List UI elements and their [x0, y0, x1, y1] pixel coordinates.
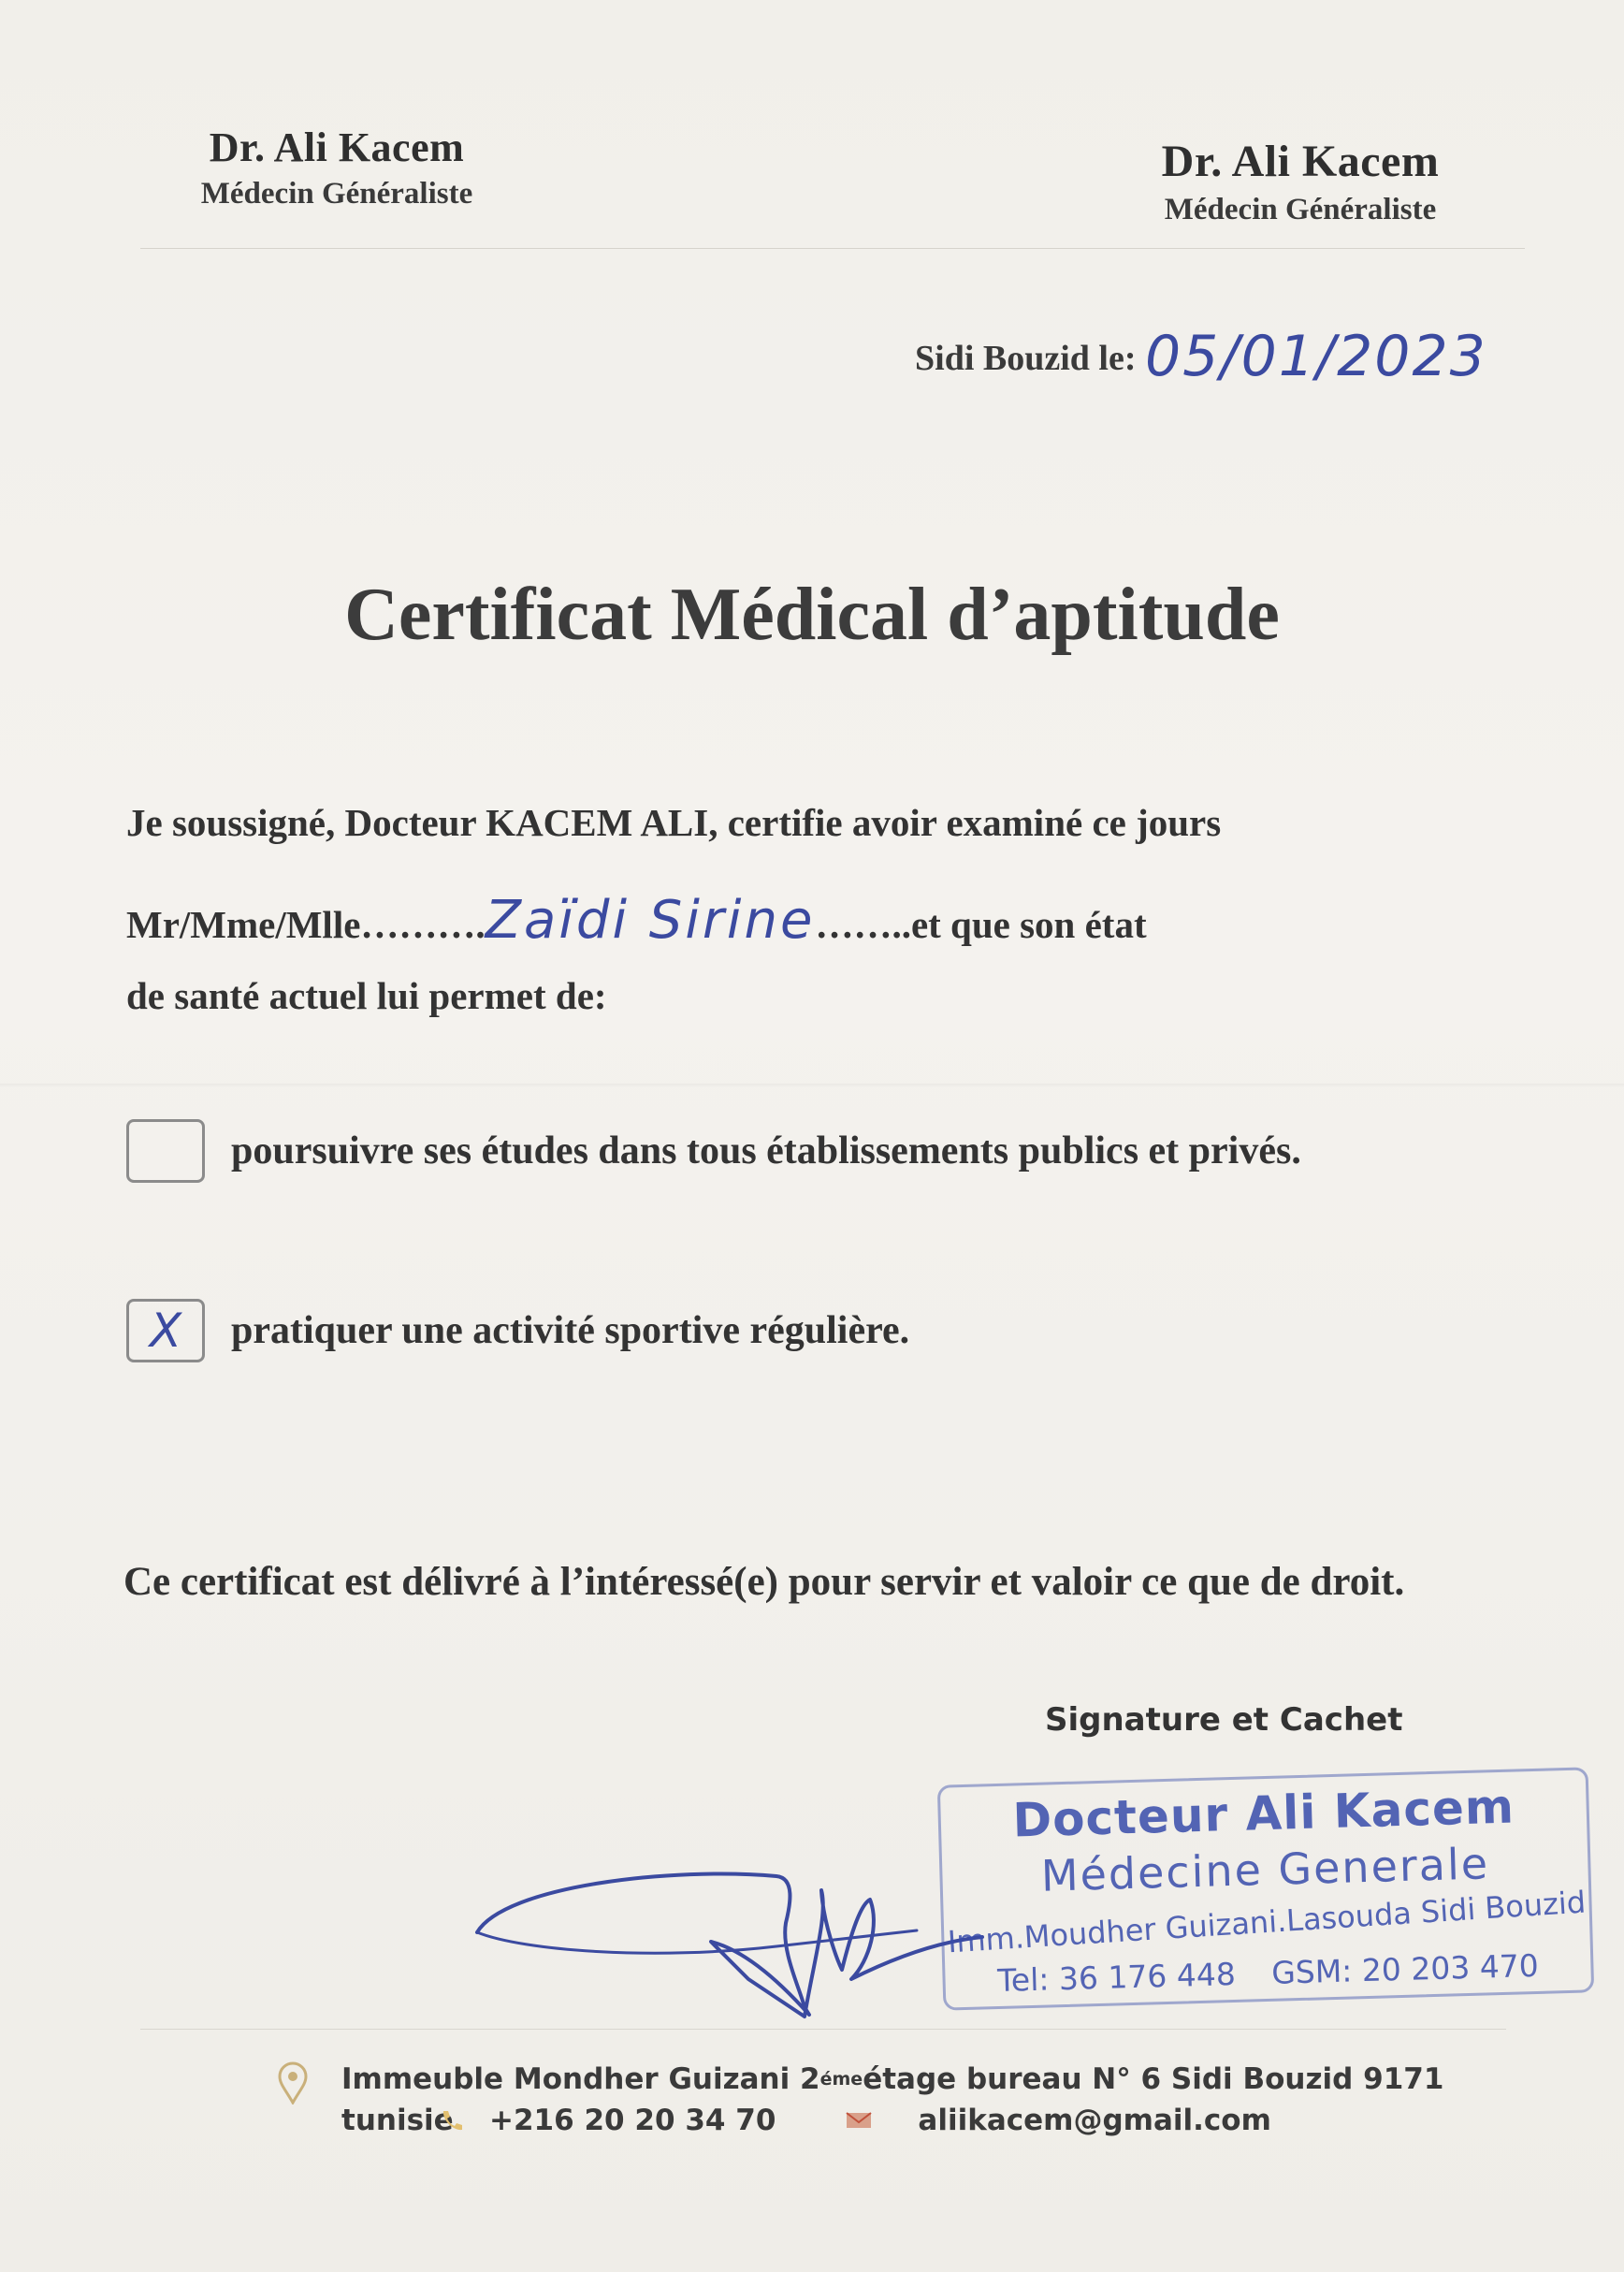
salutation-field-label: Mr/Mme/Mlle……….	[126, 903, 486, 946]
footer-email: aliikacem@gmail.com	[918, 2104, 1271, 2137]
date-line	[915, 318, 1487, 389]
stamp-specialty: Médecine Generale	[1040, 1838, 1490, 1901]
signature-label: Signature et Cachet	[1045, 1701, 1403, 1739]
footer-address-b: étage bureau N° 6 Sidi Bouzid 9171	[863, 2062, 1444, 2096]
signature-scribble	[468, 1848, 992, 2026]
header-left	[164, 124, 510, 211]
document-title: Certificat Médical d’aptitude	[344, 574, 1280, 656]
header-divider	[140, 248, 1525, 249]
doctor-name-right: Dr. Ali Kacem	[1161, 137, 1440, 186]
footer-address-sup: éme	[819, 2069, 863, 2090]
date-handwritten: 05/01/2023	[1145, 324, 1487, 389]
footer-divider	[140, 2029, 1506, 2030]
footer-address-a: Immeuble Mondher Guizani 2	[341, 2062, 820, 2096]
stamp-name: Docteur Ali Kacem	[1011, 1779, 1515, 1848]
checkbox-sport[interactable]	[126, 1299, 205, 1362]
stamp-gsm: GSM: 20 203 470	[1270, 1946, 1540, 1991]
closing-statement: Ce certificat est délivré à l’intéressé(e) pour servir et valoir ce que de droit.	[123, 1560, 1405, 1604]
option-sport	[126, 1299, 909, 1362]
doctor-stamp	[937, 1767, 1594, 2010]
body-line-3: de santé actuel lui permet de:	[126, 974, 607, 1017]
option-sport-label: pratiquer une activité sportive régulière.	[231, 1309, 910, 1352]
footer	[276, 2059, 1443, 2141]
phone-icon	[435, 2105, 467, 2136]
doctor-name-left: Dr. Ali Kacem	[209, 124, 465, 170]
checkbox-studies[interactable]	[126, 1119, 205, 1183]
footer-phone: +216 20 20 34 70	[489, 2104, 776, 2137]
footer-contacts	[276, 2100, 1443, 2141]
specialty-right: Médecin Généraliste	[1164, 193, 1437, 226]
footer-country: tunisie	[341, 2104, 454, 2137]
paper-fold	[0, 1084, 1624, 1087]
option-studies-label: poursuivre ses études dans tous établissements publics et privés.	[231, 1129, 1301, 1172]
email-icon	[843, 2105, 875, 2136]
stamp-address: Imm.Moudher Guizani.Lasouda Sidi Bouzid	[946, 1884, 1588, 1960]
body-line-1: Je soussigné, Docteur KACEM ALI, certifie avoir examiné ce jours	[126, 801, 1222, 844]
stamp-tel: Tel: 36 176 448	[996, 1955, 1237, 2000]
checkbox-sport-mark: X	[149, 1303, 182, 1358]
specialty-left: Médecin Généraliste	[200, 177, 473, 211]
footer-address	[276, 2059, 1443, 2100]
body-line-2	[126, 889, 1511, 952]
body-line-2-suffix: ……..et que son état	[815, 903, 1147, 946]
header-right	[1118, 136, 1483, 227]
date-label: Sidi Bouzid le:	[915, 339, 1137, 378]
option-studies	[126, 1119, 1301, 1183]
patient-name-handwritten: Zaïdi Sirine	[485, 890, 816, 951]
